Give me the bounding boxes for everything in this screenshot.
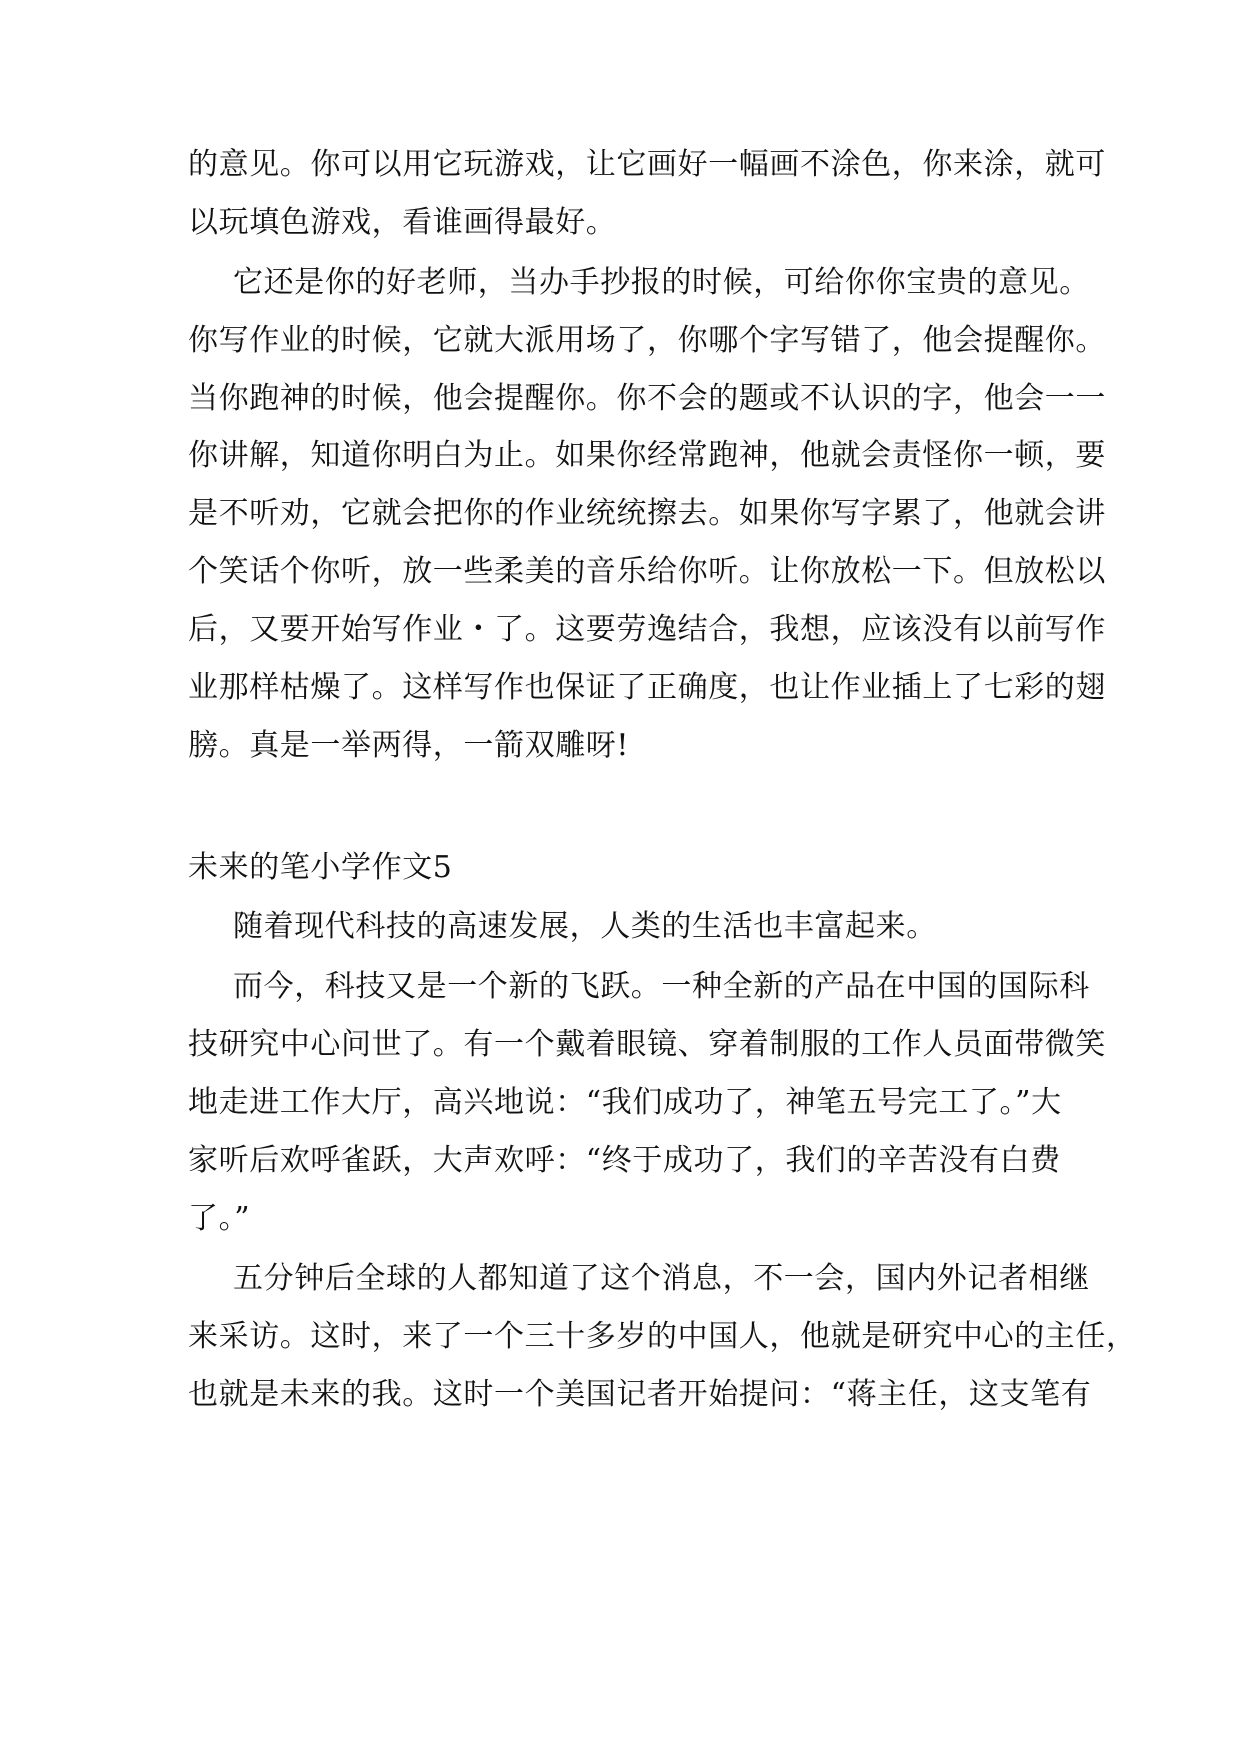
paragraph-line: 膀。真是一举两得，一箭双雕呀! (188, 728, 630, 763)
paragraph-line: 来采访。这时，来了一个三十多岁的中国人，他就是研究中心的主任， (188, 1319, 1137, 1354)
paragraph-line: 家听后欢呼雀跃，大声欢呼：“终于成功了，我们的辛苦没有白费 (188, 1143, 1061, 1178)
paragraph-line: 是不听劝，它就会把你的作业统统擦去。如果你写字累了，他就会讲 (188, 496, 1106, 531)
paragraph-line: 而今，科技又是一个新的飞跃。一种全新的产品在中国的国际科 (233, 969, 1090, 1004)
paragraph-line: 技研究中心问世了。有一个戴着眼镜、穿着制服的工作人员面带微笑 (188, 1027, 1106, 1062)
paragraph-line: 你写作业的时候，它就大派用场了，你哪个字写错了，他会提醒你。 (188, 323, 1106, 358)
paragraph-line: 五分钟后全球的人都知道了这个消息，不一会，国内外记者相继 (233, 1261, 1090, 1296)
paragraph-line: 以玩填色游戏，看谁画得最好。 (188, 205, 617, 240)
paragraph-line: 你讲解，知道你明白为止。如果你经常跑神，他就会责怪你一顿，要 (188, 438, 1106, 473)
paragraph-line: 业那样枯燥了。这样写作也保证了正确度，也让作业插上了七彩的翅 (188, 670, 1106, 705)
paragraph-line: 地走进工作大厅，高兴地说：“我们成功了，神笔五号完工了。”大 (188, 1085, 1062, 1120)
paragraph-line: 的意见。你可以用它玩游戏，让它画好一幅画不涂色，你来涂，就可 (188, 147, 1106, 182)
paragraph-line: 个笑话个你听，放一些柔美的音乐给你听。让你放松一下。但放松以 (188, 554, 1106, 589)
paragraph-line: 也就是未来的我。这时一个美国记者开始提问：“蒋主任，这支笔有 (188, 1377, 1092, 1412)
paragraph-line: 了。” (188, 1201, 251, 1236)
paragraph-line: 当你跑神的时候，他会提醒你。你不会的题或不认识的字，他会一一 (188, 381, 1106, 416)
paragraph-line: 随着现代科技的高速发展，人类的生活也丰富起来。 (233, 909, 937, 944)
paragraph-line: 它还是你的好老师，当办手抄报的时候，可给你你宝贵的意见。 (233, 265, 1090, 300)
paragraph-line: 后，又要开始写作业・了。这要劳逸结合，我想，应该没有以前写作 (188, 612, 1106, 647)
section-heading: 未来的笔小学作文5 (188, 850, 453, 885)
